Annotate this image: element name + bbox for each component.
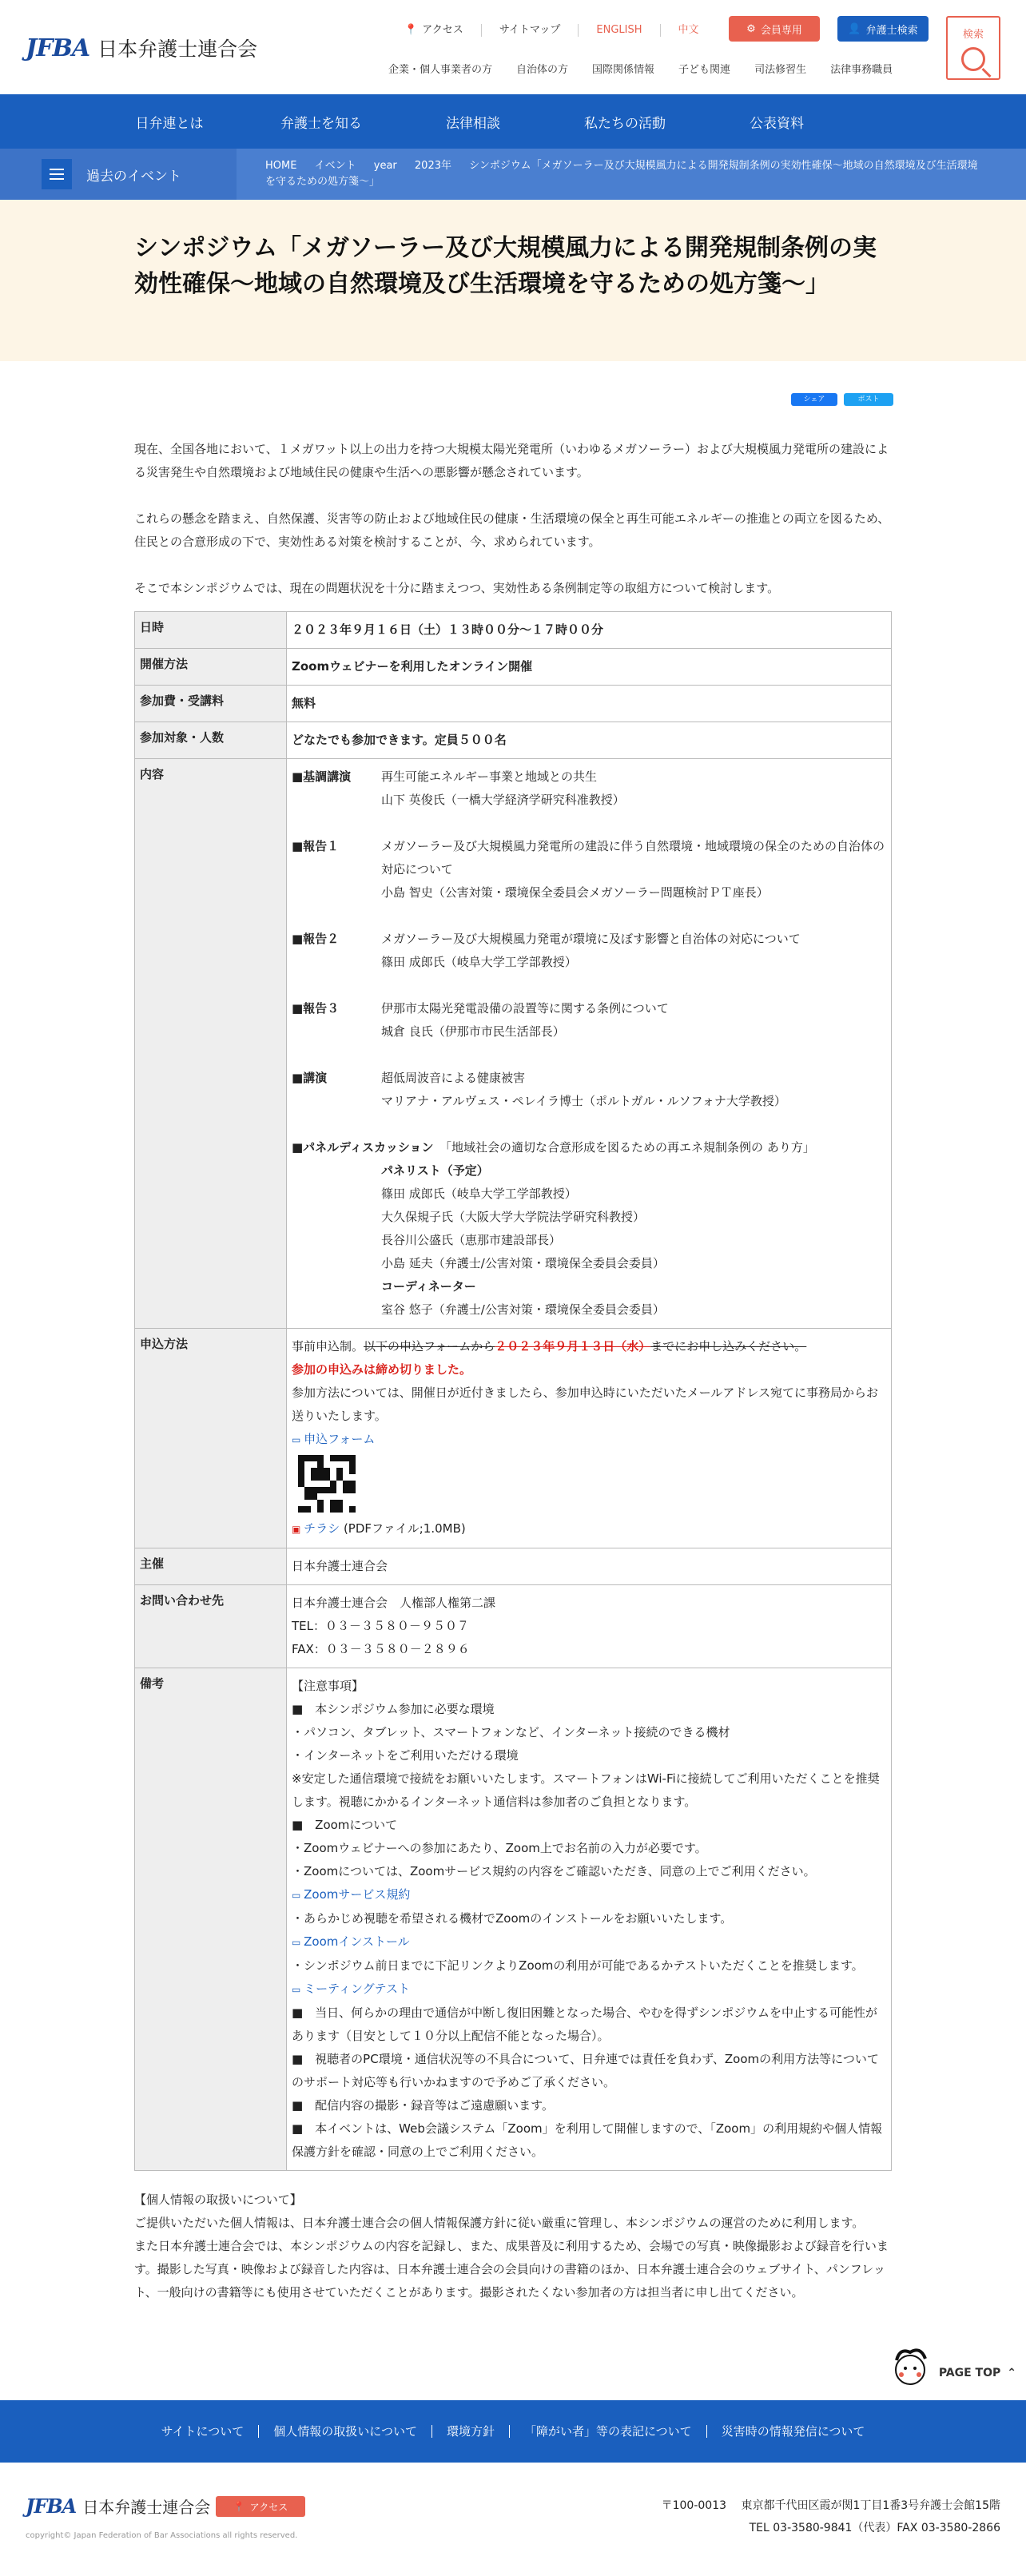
program-label: ■報告２ [292, 932, 340, 946]
breadcrumb-events[interactable]: イベント [314, 160, 356, 172]
remarks-line: ■ 本シンポジウム参加に必要な環境 [292, 1702, 495, 1716]
panelist: 篠田 成郎氏（岐阜大学工学部教授） [381, 1187, 577, 1201]
footer-nav [0, 2400, 1026, 2463]
program-label: ■パネルディスカッション [292, 1140, 434, 1155]
program-speaker: 山下 英俊氏（一橋大学経済学研究科准教授） [381, 793, 625, 807]
breadcrumb-current: シンポジウム「メガソーラー及び大規模風力による開発規制条例の実効性確保～地域の自然環境及び生活環境を守るための処方箋～」 [265, 160, 978, 188]
share-bar [0, 361, 1026, 438]
mascot-icon [882, 2343, 938, 2387]
tel-fax-line: TEL 03-3580-9841（代表）FAX 03-3580-2866 [749, 2522, 1000, 2534]
sidebar-toggle-label: 過去のイベント [86, 168, 181, 185]
program-speaker: 城倉 良氏（伊那市市民生活部長） [381, 1024, 565, 1039]
remarks-line: ・Zoomウェビナーへの参加にあたり、Zoom上でお名前の入力が必要です。 [292, 1841, 707, 1855]
main-nav [0, 94, 1026, 149]
logo-mark: JFBA [26, 2495, 77, 2518]
contact-label: お問い合わせ先 [135, 1585, 287, 1668]
remarks-line: ■ 本イベントは、Web会議システム「Zoom」を利用して開催しますので、「Zoom」の利用規約や個人情報保護方針を確認・同意の上でご利用ください。 [292, 2121, 883, 2159]
search-label: 検索 [962, 28, 984, 41]
target-value: どなたでも参加できます。定員５００名 [287, 722, 892, 759]
program-label: ■基調講演 [292, 769, 352, 784]
table-row [135, 1329, 892, 1548]
program-title: メガソーラー及び大規模風力発電が環境に及ぼす影響と自治体の対応について [381, 932, 801, 946]
address-line: 〒100-0013 東京都千代田区霞が関1丁目1番3号弁護士会館15階 [661, 2499, 1000, 2512]
page-title: シンポジウム「メガソーラー及び大規模風力による開発規制条例の実効性確保～地域の自然環境及び生活環境を守るための処方箋～」 [134, 234, 877, 298]
table-row [135, 686, 892, 722]
privacy-notice [134, 2188, 892, 2304]
apply-label: 申込方法 [135, 1329, 287, 1548]
page-top-button[interactable] [939, 2367, 1016, 2379]
program-report1 [292, 835, 886, 904]
subnav-municipality[interactable]: 自治体の方 [516, 64, 569, 76]
target-label: 参加対象・人数 [135, 722, 287, 759]
method-value: Zoomウェビナーを利用したオンライン開催 [287, 649, 892, 686]
search-icon [961, 47, 985, 71]
table-row [135, 1585, 892, 1668]
program-label: ■講演 [292, 1071, 328, 1085]
logo-mark: JFBA [26, 34, 90, 62]
site-logo[interactable] [26, 34, 257, 62]
organizer-value: 日本弁護士連合会 [287, 1548, 892, 1585]
coordinator: 室谷 悠子（弁護士/公害対策・環境保全委員会委員） [381, 1302, 665, 1317]
program-label: ■報告１ [292, 839, 340, 853]
footer-access-button[interactable] [216, 2496, 305, 2517]
footer-link-disaster[interactable]: 災害時の情報発信について [721, 2424, 865, 2439]
site-header [0, 0, 1026, 94]
content-label: 内容 [135, 759, 287, 1329]
remarks-line: ※安定した通信環境で接続をお願いいたします。スマートフォンはWi-Fiに接続してご利用いただくことを推奨します。視聴にかかるインターネット通信料は参加者のご負担となります。 [292, 1771, 880, 1809]
program-speaker: マリアナ・アルヴェス・ペレイラ博士（ポルトガル・ルソフォナ大学教授） [381, 1094, 786, 1108]
footer-logo[interactable] [26, 2495, 210, 2518]
chevron-up-icon: ⌃ [1007, 2367, 1016, 2379]
footer-link-notation[interactable]: 「障がい者」等の表記について [510, 2425, 707, 2438]
fee-label: 参加費・受講料 [135, 686, 287, 722]
remarks-value [287, 1668, 892, 2171]
date-value: ２０２３年９月１６日（土）１３時００分～１７時００分 [287, 612, 892, 649]
event-info-table [134, 611, 892, 2171]
footer-link-about[interactable]: サイトについて [147, 2425, 260, 2438]
gear-icon: ⚙ [746, 22, 756, 35]
qr-code [298, 1455, 356, 1513]
apply-closed-notice: 参加の申込みは締め切りました。 [292, 1362, 472, 1377]
contact-tel: TEL：０３－３５８０－９５０７ [292, 1619, 469, 1633]
mainnav-consultation[interactable]: 法律相談 [446, 115, 500, 132]
member-only-label: 会員専用 [760, 24, 802, 37]
remarks-label: 備考 [135, 1668, 287, 2171]
privacy-paragraph: ご提供いただいた個人情報は、日本弁護士連合会の個人情報保護方針に従い厳重に管理し、本シンポジウムの運営のために利用します。 [134, 2216, 865, 2230]
main-content [0, 438, 1026, 2304]
table-row [135, 649, 892, 686]
utility-nav [387, 18, 717, 43]
table-row [135, 1668, 892, 2171]
table-row [135, 759, 892, 1329]
apply-value [287, 1329, 892, 1548]
mainnav-activities[interactable]: 私たちの活動 [584, 115, 666, 132]
facebook-share-button[interactable]: シェア [791, 393, 837, 406]
breadcrumb [265, 158, 984, 190]
lead-paragraph-1: 現在、全国各地において、１メガワット以上の出力を持つ大規模太陽光発電所（いわゆるメガソーラー）および大規模風力発電所の建設による災害発生や自然環境および地域住民の健康や生活への悪影響が懸念されています。 [134, 442, 889, 479]
panelist: 小島 延夫（弁護士/公害対策・環境保全委員会委員） [381, 1256, 665, 1270]
util-access-link[interactable] [387, 24, 482, 37]
coordinator-label: コーディネーター [381, 1279, 476, 1294]
program-speaker: 小島 智史（公害対策・環境保全委員会メガソーラー問題検討ＰＴ座長） [381, 885, 769, 900]
panelist: 長谷川公盛氏（恵那市建設部長） [381, 1233, 562, 1247]
lawyer-search-button[interactable] [837, 16, 929, 42]
remarks-line: ・シンポジウム前日までに下記リンクよりZoomの利用が可能であるかテストいただくことを推奨します。 [292, 1958, 864, 1973]
map-pin-icon: 📍 [233, 2501, 245, 2512]
map-pin-icon: 📍 [404, 24, 418, 36]
zoom-terms-link[interactable]: ▭ Zoomサービス規約 [292, 1887, 410, 1902]
remarks-line: ■ 配信内容の撮影・録音等はご遠慮願います。 [292, 2098, 554, 2113]
program-report3 [292, 997, 886, 1044]
pagetop-area [0, 2304, 1026, 2400]
footer-link-environment[interactable]: 環境方針 [432, 2425, 510, 2438]
remarks-line: 【注意事項】 [292, 1679, 364, 1693]
program-title: 再生可能エネルギー事業と地域との共生 [381, 769, 598, 784]
apply-form-link[interactable]: ▭ 申込フォーム [292, 1432, 375, 1446]
util-english-link[interactable]: ENGLISH [579, 24, 660, 37]
method-label: 開催方法 [135, 649, 287, 686]
contact-value [287, 1585, 892, 1668]
table-row [135, 612, 892, 649]
subnav-business[interactable]: 企業・個人事業者の方 [388, 64, 493, 76]
title-band [0, 200, 1026, 361]
breadcrumb-2023[interactable]: 2023年 [414, 160, 451, 172]
fee-value: 無料 [287, 686, 892, 722]
program-title: 「地域社会の適切な合意形成を図るための再エネ規制条例の あり方」 [445, 1140, 815, 1155]
zoom-install-link[interactable]: ▭ Zoomインストール [292, 1934, 410, 1949]
remarks-line: ■ 視聴者のPC環境・通信状況等の不具合について、日弁連では責任を負わず、Zoomの利用方法等についてのサポート対応等も行いかねますので予めご了承ください。 [292, 2052, 879, 2089]
subnav-staff[interactable]: 法律事務職員 [830, 64, 893, 76]
breadcrumb-year[interactable]: year [373, 160, 397, 172]
search-button[interactable] [946, 16, 1000, 80]
footer-link-privacy[interactable]: 個人情報の取扱いについて [259, 2425, 432, 2438]
logo-text: 日本弁護士連合会 [97, 38, 258, 61]
subnav-children[interactable]: 子ども関連 [678, 64, 731, 76]
apply-struck-text: 以下の申込フォームから [364, 1339, 495, 1354]
lawyer-search-label: 弁護士検索 [865, 24, 918, 37]
flyer-meta: (PDFファイル;1.0MB) [343, 1521, 466, 1536]
program-title: 伊那市太陽光発電設備の設置等に関する条例について [381, 1001, 669, 1016]
remarks-line: ・パソコン、タブレット、スマートフォンなど、インターネット接続のできる機材 [292, 1725, 730, 1739]
footer-address [662, 2495, 1000, 2539]
breadcrumb-home[interactable]: HOME [265, 160, 297, 172]
contact-fax: FAX：０３－３５８０－２８９６ [292, 1642, 470, 1656]
program-speaker: 篠田 成郎氏（岐阜大学工学部教授） [381, 955, 577, 969]
flyer-pdf-link[interactable]: ▣ チラシ [292, 1521, 340, 1536]
util-access-label: アクセス [422, 24, 463, 36]
meeting-test-link[interactable]: ▭ ミーティングテスト [292, 1982, 410, 1996]
program-lecture [292, 1067, 886, 1113]
subnav-international[interactable]: 国際関係情報 [592, 64, 655, 76]
mainnav-lawyers[interactable]: 弁護士を知る [280, 115, 362, 132]
person-icon: 👤 [848, 22, 861, 35]
apply-struck-deadline: ２０２３年９月１３日（水） [495, 1339, 651, 1354]
program-keynote [292, 765, 886, 812]
util-sitemap-link[interactable]: サイトマップ [482, 24, 579, 37]
program-label: ■報告３ [292, 1001, 340, 1016]
panelists-label: パネリスト（予定） [381, 1163, 489, 1178]
apply-struck-text: までにお申し込みください。 [650, 1339, 807, 1354]
content-value [287, 759, 892, 1329]
audience-nav [388, 61, 917, 76]
site-footer [0, 2463, 1026, 2563]
apply-note: 参加方法については、開催日が近付きましたら、参加申込時にいただいたメールアドレス宛てに事務局からお送りいたします。 [292, 1385, 878, 1423]
lead-paragraph-3: そこで本シンポジウムでは、現在の問題状況を十分に踏まえつつ、実効性ある条例制定等の取組方について検討します。 [134, 581, 780, 595]
footer-access-label: アクセス [249, 2501, 288, 2513]
mainnav-publications[interactable]: 公表資料 [750, 115, 804, 132]
logo-text: 日本弁護士連合会 [82, 2498, 211, 2517]
twitter-share-button[interactable]: ポスト [844, 393, 893, 406]
copyright: copyright© Japan Federation of Bar Associations all rights reserved. [26, 2531, 298, 2540]
apply-intro: 事前申込制。 [292, 1339, 364, 1354]
util-chinese-link[interactable]: 中文 [678, 24, 699, 36]
program-panel [292, 1136, 886, 1322]
remarks-line: ■ 当日、何らかの理由で通信が中断し復旧困難となった場合、やむを得ずシンポジウムを中止する可能性があります（目安として１０分以上配信不能となった場合）。 [292, 2006, 878, 2043]
subnav-trainees[interactable]: 司法修習生 [754, 64, 807, 76]
panelist: 大久保規子氏（大阪大学大学院法学研究科教授） [381, 1210, 646, 1224]
remarks-line: ・あらかじめ視聴を希望される機材でZoomのインストールをお願いいたします。 [292, 1911, 733, 1926]
date-label: 日時 [135, 612, 287, 649]
privacy-heading: 【個人情報の取扱いについて】 [134, 2192, 302, 2207]
privacy-paragraph: また日本弁護士連合会では、本シンポジウムの内容を記録し、また、成果普及に利用するため、会場での写真・映像撮影および録音を行います。撮影した写真・映像および録音した内容は、日本弁護士連合会の会員向けの書籍のほか、日本弁護士連合会のウェブサイト、パンフレット、一般向けの書籍等にも使用させていただくことがあります。撮影されたくない参加者の方は担当者に申し出てください。 [134, 2239, 889, 2300]
table-row [135, 1548, 892, 1585]
remarks-line: ・Zoomについては、Zoomサービス規約の内容をご確認いただき、同意の上でご利用ください。 [292, 1864, 816, 1878]
program-title: 超低周波音による健康被害 [381, 1071, 526, 1085]
program-title: メガソーラー及び大規模風力発電所の建設に伴う自然環境・地域環境の保全のための自治体の対応について [381, 839, 885, 877]
contact-dept: 日本弁護士連合会 人権部人権第二課 [292, 1596, 496, 1610]
breadcrumb-bar [0, 149, 1026, 200]
remarks-line: ・インターネットをご利用いただける環境 [292, 1748, 519, 1763]
organizer-label: 主催 [135, 1548, 287, 1585]
table-row [135, 722, 892, 759]
lead-paragraph-2: これらの懸念を踏まえ、自然保護、災害等の防止および地域住民の健康・生活環境の保全と再生可能エネルギーの推進との両立を図るため、住民との合意形成の下で、実効性ある対策を検討することが、今、求められています。 [134, 511, 890, 549]
remarks-line: ■ Zoomについて [292, 1818, 398, 1832]
program-report2 [292, 928, 886, 974]
sidebar-toggle[interactable] [0, 149, 237, 200]
mainnav-about[interactable]: 日弁連とは [135, 115, 204, 132]
menu-icon [42, 159, 72, 189]
page-top-label: PAGE TOP [938, 2367, 1001, 2379]
member-only-button[interactable] [729, 16, 820, 42]
